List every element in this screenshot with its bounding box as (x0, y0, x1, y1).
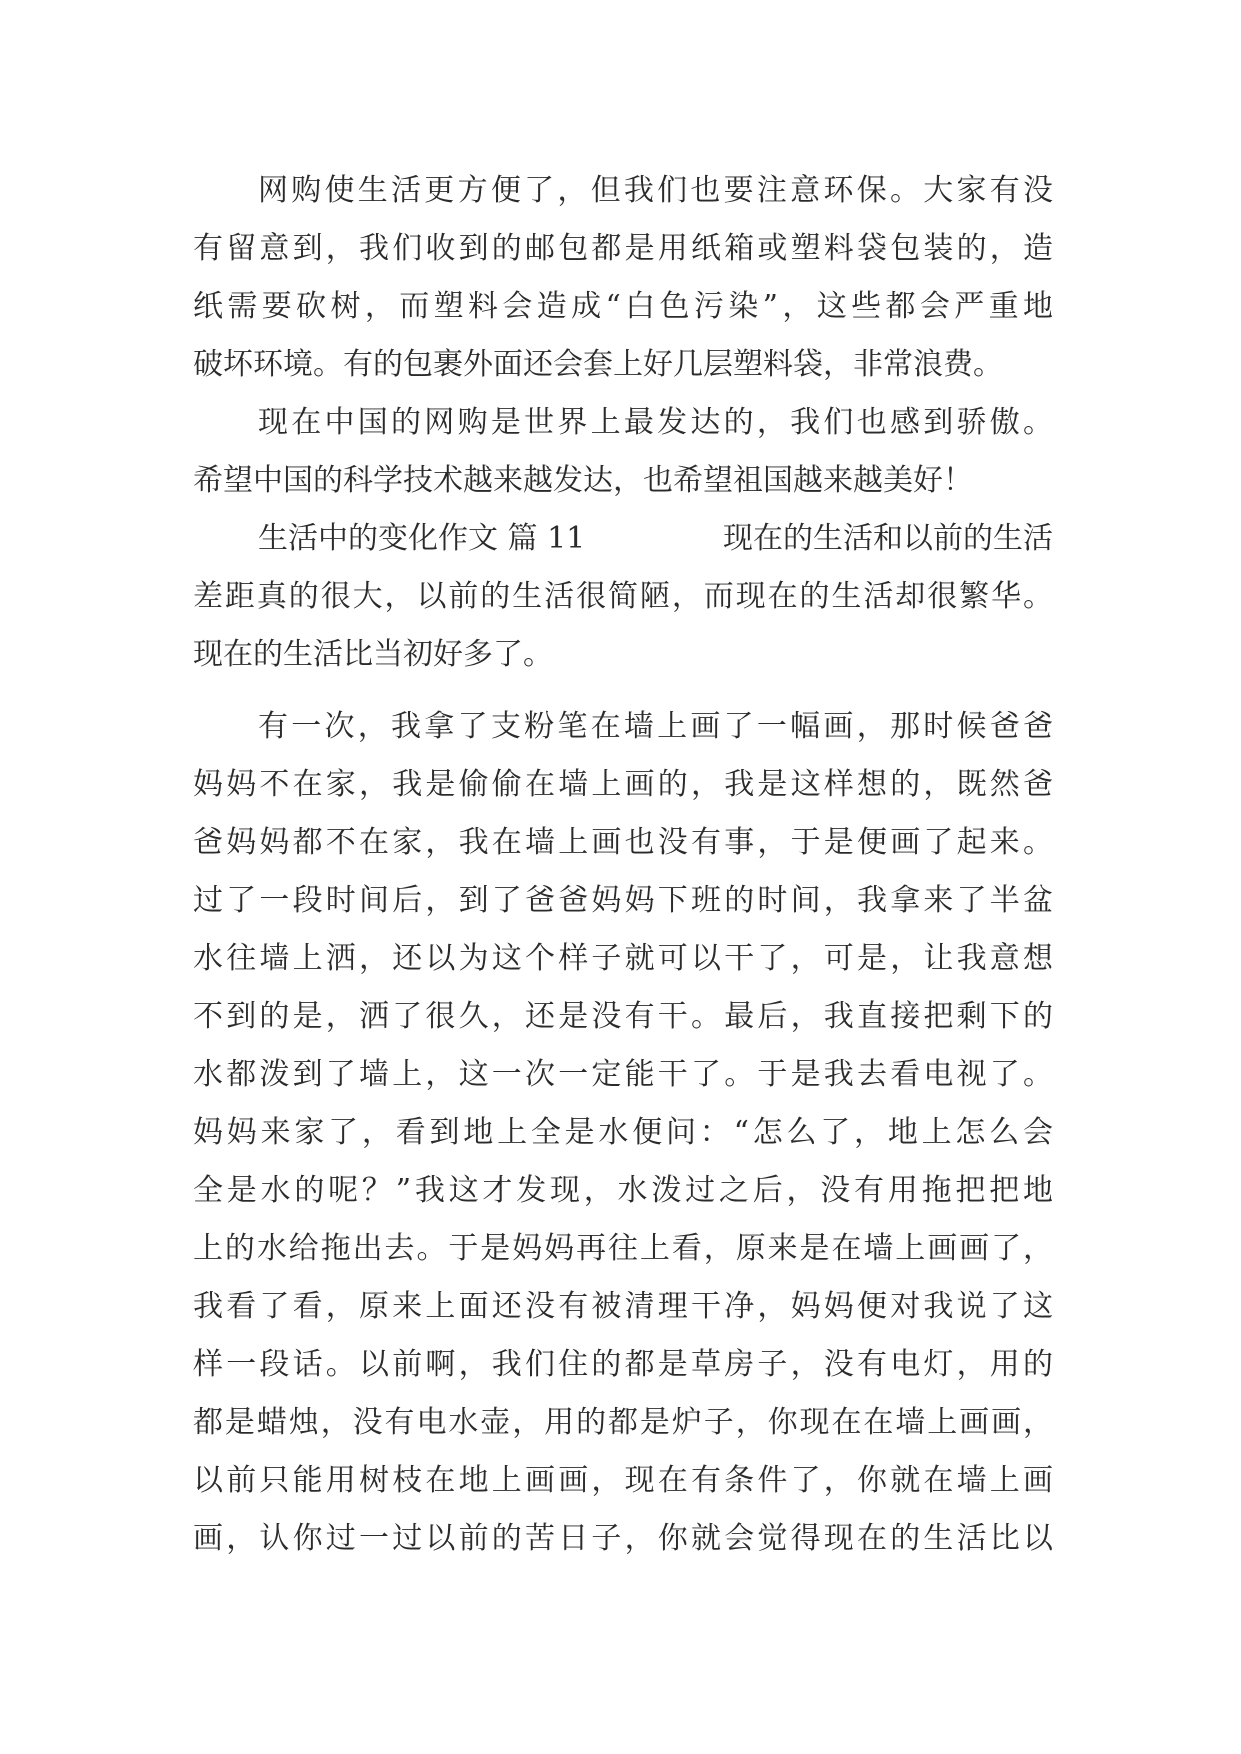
paragraph-3 (193, 568, 1053, 684)
text-line: 我看了看，原来上面还没有被清理干净，妈妈便对我说了这 (193, 1289, 1053, 1324)
text-line: 有留意到，我们收到的邮包都是用纸箱或塑料袋包装的，造 (193, 231, 1053, 266)
text-line: 妈妈来家了，看到地上全是水便问：“怎么了，地上怎么会 (193, 1115, 1053, 1150)
text-line: 过了一段时间后，到了爸爸妈妈下班的时间，我拿来了半盆 (193, 883, 1053, 918)
section-heading (193, 510, 1053, 568)
paragraph-4 (193, 698, 1053, 1568)
text-line: 水都泼到了墙上，这一次一定能干了。于是我去看电视了。 (193, 1057, 1053, 1092)
text-line: 上的水给拖出去。于是妈妈再往上看，原来是在墙上画画了， (193, 1231, 1053, 1266)
text-line: 网购使生活更方便了，但我们也要注意环保。大家有没 (258, 173, 1053, 208)
section-opening-text: 现在的生活和以前的生活 (723, 521, 1053, 556)
body-text (193, 162, 1053, 1568)
text-line: 画，认你过一过以前的苦日子，你就会觉得现在的生活比以 (193, 1521, 1053, 1556)
section-title: 生活中的变化作文 篇 11 (258, 521, 586, 556)
text-line: 水往墙上洒，还以为这个样子就可以干了，可是，让我意想 (193, 941, 1053, 976)
text-line: 妈妈不在家，我是偷偷在墙上画的，我是这样想的，既然爸 (193, 767, 1053, 802)
text-line: 现在中国的网购是世界上最发达的，我们也感到骄傲。 (258, 405, 1053, 440)
text-line: 样一段话。以前啊，我们住的都是草房子，没有电灯，用的 (193, 1347, 1053, 1382)
paragraph-2 (193, 394, 1053, 510)
text-line: 破坏环境。有的包裹外面还会套上好几层塑料袋，非常浪费。 (193, 347, 1003, 382)
text-line: 以前只能用树枝在地上画画，现在有条件了，你就在墙上画 (193, 1463, 1053, 1498)
text-line: 爸妈妈都不在家，我在墙上画也没有事，于是便画了起来。 (193, 825, 1053, 860)
paragraph-spacer (193, 684, 1053, 698)
text-line: 希望中国的科学技术越来越发达，也希望祖国越来越美好！ (193, 463, 973, 498)
text-line: 都是蜡烛，没有电水壶，用的都是炉子，你现在在墙上画画， (193, 1405, 1053, 1440)
text-line: 现在的生活比当初好多了。 (193, 637, 553, 672)
text-line: 不到的是，洒了很久，还是没有干。最后，我直接把剩下的 (193, 999, 1053, 1034)
text-line: 有一次，我拿了支粉笔在墙上画了一幅画，那时候爸爸 (258, 709, 1053, 744)
text-line: 纸需要砍树，而塑料会造成“白色污染”，这些都会严重地 (193, 289, 1053, 324)
text-line: 差距真的很大，以前的生活很简陋，而现在的生活却很繁华。 (193, 579, 1053, 614)
paragraph-1 (193, 162, 1053, 394)
text-line: 全是水的呢？”我这才发现，水泼过之后，没有用拖把把地 (193, 1173, 1053, 1208)
